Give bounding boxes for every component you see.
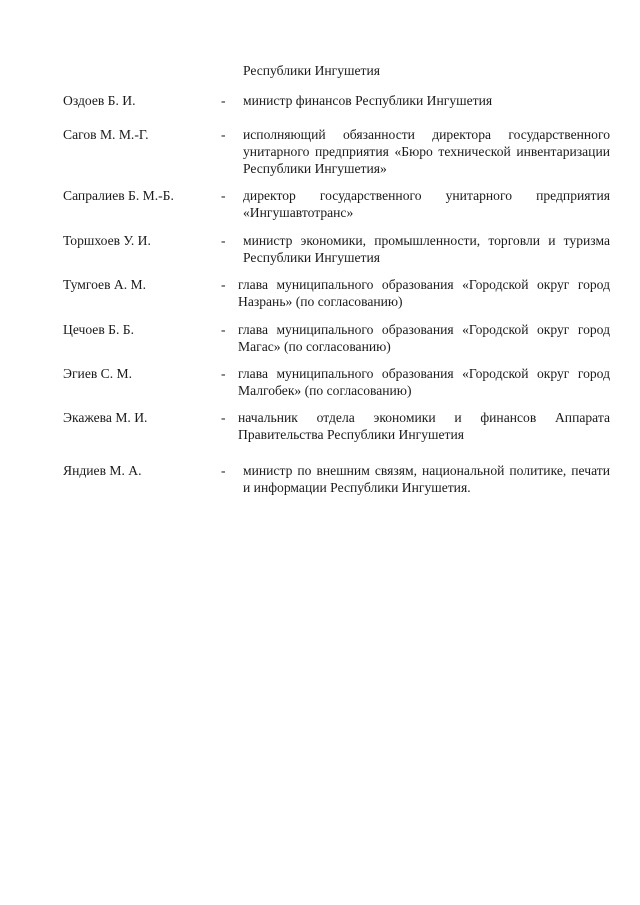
member-name: Торшхоев У. И. (63, 233, 151, 248)
member-dash: - (221, 463, 226, 478)
member-role: глава муниципального образования «Городской округ город Малгобек» (по согласованию) (238, 366, 610, 398)
member-name: Яндиев М. А. (63, 463, 142, 478)
member-role: глава муниципального образования «Городской округ город Назрань» (по согласованию) (238, 277, 610, 309)
member-dash: - (221, 322, 226, 337)
member-name: Сагов М. М.-Г. (63, 127, 149, 142)
continued-role-line: Республики Ингушетия (243, 63, 381, 78)
member-role: министр по внешним связям, национальной политике, печати и информации Республики Ингушетия. (243, 463, 610, 495)
member-name: Цечоев Б. Б. (63, 322, 134, 337)
member-dash: - (221, 410, 226, 425)
member-name: Эгиев С. М. (63, 366, 133, 381)
member-role: министр экономики, промышленности, торговли и туризма Республики Ингушетия (243, 233, 610, 265)
member-dash: - (221, 93, 226, 108)
member-role: начальник отдела экономики и финансов Аппарата Правительства Республики Ингушетия (238, 410, 610, 442)
member-name: Тумгоев А. М. (63, 277, 146, 292)
member-name: Экажева М. И. (63, 410, 148, 425)
member-dash: - (221, 188, 226, 203)
member-name: Сапралиев Б. М.-Б. (63, 188, 174, 203)
member-dash: - (221, 127, 226, 142)
member-dash: - (221, 366, 226, 381)
member-name: Оздоев Б. И. (63, 93, 136, 108)
member-role: глава муниципального образования «Городской округ город Магас» (по согласованию) (238, 322, 610, 354)
member-dash: - (221, 233, 226, 248)
member-role: директор государственного унитарного предприятия «Ингушавтотранс» (243, 188, 610, 220)
member-role: министр финансов Республики Ингушетия (243, 93, 493, 108)
member-role: исполняющий обязанности директора государственного унитарного предприятия «Бюро технической инвентаризации Республики Ингушетия» (243, 127, 610, 176)
member-dash: - (221, 277, 226, 292)
